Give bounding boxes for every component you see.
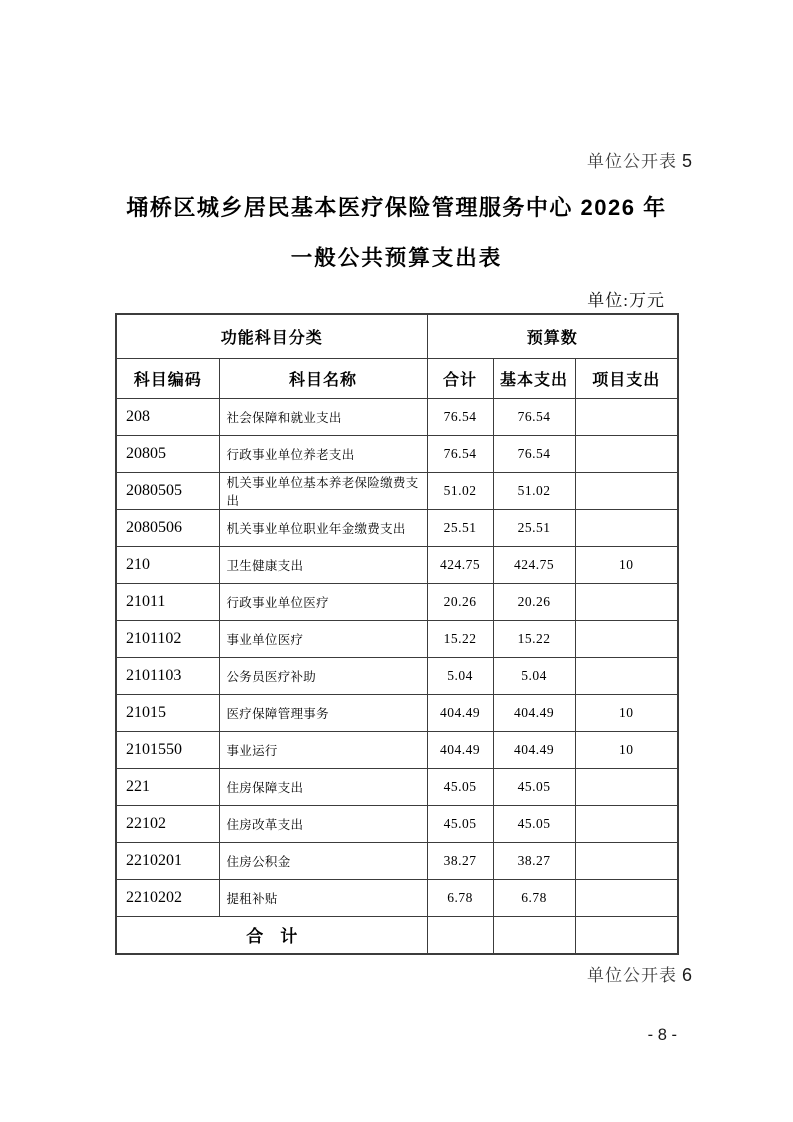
total-row-total — [427, 916, 493, 954]
table-row — [116, 768, 678, 805]
table-row — [116, 842, 678, 879]
cell-basic: 404.49 — [493, 694, 575, 731]
table-row — [116, 657, 678, 694]
cell-code: 20805 — [116, 435, 219, 472]
cell-project — [575, 620, 678, 657]
header-project-expenditure: 项目支出 — [575, 358, 678, 398]
table-row — [116, 731, 678, 768]
cell-basic: 76.54 — [493, 398, 575, 435]
table-row — [116, 509, 678, 546]
table-label-top-text: 单位公开表 — [586, 152, 677, 171]
table-row — [116, 435, 678, 472]
cell-code: 2101550 — [116, 731, 219, 768]
table-header-group-row — [116, 314, 678, 358]
cell-code: 21015 — [116, 694, 219, 731]
cell-total: 424.75 — [427, 546, 493, 583]
cell-project — [575, 768, 678, 805]
cell-name: 行政事业单位医疗 — [219, 583, 427, 620]
cell-total: 20.26 — [427, 583, 493, 620]
cell-code: 2210201 — [116, 842, 219, 879]
table-row — [116, 398, 678, 435]
cell-total: 45.05 — [427, 768, 493, 805]
cell-code: 2101103 — [116, 657, 219, 694]
total-row-project — [575, 916, 678, 954]
header-subject-name: 科目名称 — [219, 358, 427, 398]
cell-project: 10 — [575, 731, 678, 768]
cell-basic: 45.05 — [493, 768, 575, 805]
table-row — [116, 694, 678, 731]
cell-name: 公务员医疗补助 — [219, 657, 427, 694]
cell-project — [575, 398, 678, 435]
cell-total: 6.78 — [427, 879, 493, 916]
cell-basic: 25.51 — [493, 509, 575, 546]
unit-note: 单位:万元 — [587, 291, 665, 310]
cell-code: 210 — [116, 546, 219, 583]
cell-name: 住房改革支出 — [219, 805, 427, 842]
cell-project — [575, 435, 678, 472]
table-header — [116, 314, 678, 398]
cell-basic: 404.49 — [493, 731, 575, 768]
cell-code: 2210202 — [116, 879, 219, 916]
cell-project: 10 — [575, 546, 678, 583]
cell-code: 21011 — [116, 583, 219, 620]
cell-name: 住房保障支出 — [219, 768, 427, 805]
cell-project — [575, 583, 678, 620]
cell-code: 22102 — [116, 805, 219, 842]
cell-basic: 76.54 — [493, 435, 575, 472]
cell-basic: 20.26 — [493, 583, 575, 620]
cell-project — [575, 805, 678, 842]
cell-name: 事业单位医疗 — [219, 620, 427, 657]
cell-name: 提租补贴 — [219, 879, 427, 916]
total-row-label: 合 计 — [116, 916, 427, 954]
cell-total: 51.02 — [427, 472, 493, 509]
table-label-bottom-number: 6 — [681, 965, 692, 985]
cell-total: 15.22 — [427, 620, 493, 657]
table-row — [116, 805, 678, 842]
cell-name: 机关事业单位基本养老保险缴费支出 — [219, 472, 427, 509]
header-basic-expenditure: 基本支出 — [493, 358, 575, 398]
cell-code: 208 — [116, 398, 219, 435]
cell-project: 10 — [575, 694, 678, 731]
cell-project — [575, 842, 678, 879]
cell-basic: 51.02 — [493, 472, 575, 509]
table-row — [116, 583, 678, 620]
cell-total: 76.54 — [427, 398, 493, 435]
cell-total: 76.54 — [427, 435, 493, 472]
table-row — [116, 546, 678, 583]
cell-name: 行政事业单位养老支出 — [219, 435, 427, 472]
cell-total: 25.51 — [427, 509, 493, 546]
cell-code: 2080506 — [116, 509, 219, 546]
cell-basic: 6.78 — [493, 879, 575, 916]
cell-code: 2101102 — [116, 620, 219, 657]
cell-basic: 15.22 — [493, 620, 575, 657]
cell-project — [575, 879, 678, 916]
cell-name: 卫生健康支出 — [219, 546, 427, 583]
cell-project — [575, 472, 678, 509]
header-total: 合计 — [427, 358, 493, 398]
cell-total: 404.49 — [427, 731, 493, 768]
cell-project — [575, 509, 678, 546]
table-header-column-row — [116, 358, 678, 398]
total-row-basic — [493, 916, 575, 954]
table-label-bottom-text: 单位公开表 — [586, 966, 677, 985]
table-row — [116, 472, 678, 509]
table-row — [116, 879, 678, 916]
cell-code: 221 — [116, 768, 219, 805]
total-row — [116, 916, 678, 954]
cell-total: 45.05 — [427, 805, 493, 842]
header-subject-code: 科目编码 — [116, 358, 219, 398]
cell-project — [575, 657, 678, 694]
cell-total: 5.04 — [427, 657, 493, 694]
table-body — [116, 398, 678, 916]
header-function-classification: 功能科目分类 — [116, 314, 427, 358]
cell-name: 住房公积金 — [219, 842, 427, 879]
document-title-line2: 一般公共预算支出表 — [290, 246, 503, 270]
cell-basic: 38.27 — [493, 842, 575, 879]
cell-basic: 5.04 — [493, 657, 575, 694]
table-label-bottom — [587, 961, 692, 986]
page-number: - 8 - — [647, 1026, 677, 1044]
cell-name: 机关事业单位职业年金缴费支出 — [219, 509, 427, 546]
table-label-top — [587, 147, 692, 172]
table-row — [116, 620, 678, 657]
cell-code: 2080505 — [116, 472, 219, 509]
header-budget-figures: 预算数 — [427, 314, 678, 358]
table-label-top-number: 5 — [681, 151, 692, 171]
cell-total: 38.27 — [427, 842, 493, 879]
cell-total: 404.49 — [427, 694, 493, 731]
cell-name: 社会保障和就业支出 — [219, 398, 427, 435]
cell-name: 医疗保障管理事务 — [219, 694, 427, 731]
cell-basic: 424.75 — [493, 546, 575, 583]
document-title-line1: 埇桥区城乡居民基本医疗保险管理服务中心 2026 年 — [126, 195, 667, 220]
cell-name: 事业运行 — [219, 731, 427, 768]
table-footer — [116, 916, 678, 954]
cell-basic: 45.05 — [493, 805, 575, 842]
budget-expenditure-table — [115, 313, 679, 955]
